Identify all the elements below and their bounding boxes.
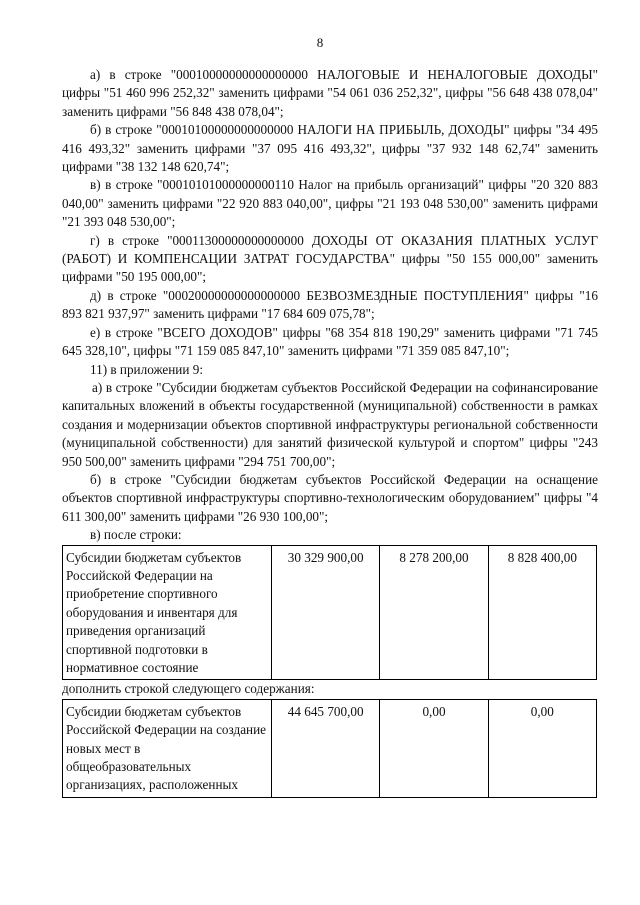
table-cell-value-1: 44 645 700,00 [272, 699, 380, 797]
table-row [63, 545, 597, 680]
table-cell-name: Субсидии бюджетам субъектов Российской Федерации на создание новых мест в общеобразовательных организациях, расположенных [63, 699, 272, 797]
table-row [63, 699, 597, 797]
table-existing-row [62, 545, 597, 681]
paragraph-d: д) в строке "00020000000000000000 БЕЗВОЗМЕЗДНЫЕ ПОСТУПЛЕНИЯ" цифры "16 893 821 937,97" заменить цифрами "17 684 609 075,78"; [62, 287, 598, 322]
table-cell-value-2: 8 278 200,00 [380, 545, 488, 680]
paragraph-11-v: в) после строки: [90, 527, 182, 543]
paragraph-g: г) в строке "00011300000000000000 ДОХОДЫ ОТ ОКАЗАНИЯ ПЛАТНЫХ УСЛУГ (РАБОТ) И КОМПЕНСАЦИИ ЗАТРАТ ГОСУДАРСТВА" цифры "50 155 000,00" заменить цифрами "50 195 000,00"; [62, 232, 598, 285]
table-cell-value-3: 8 828 400,00 [488, 545, 596, 680]
paragraph-11-a: а) в строке "Субсидии бюджетам субъектов Российской Федерации на софинансирование капитальных вложений в объекты государственной (муниципальной) собственности в рамках создания и модернизации объектов спортивной инфраструктуры региональной собственности (муниципальной собственности) для занятий физической культурой и спортом" цифры "243 950 500,00" заменить цифрами "294 751 700,00"; [62, 379, 598, 469]
paragraph-e: е) в строке "ВСЕГО ДОХОДОВ" цифры "68 354 818 190,29" заменить цифрами "71 745 645 328,10", цифры "71 159 085 847,10" заменить цифрами "71 359 085 847,10"; [62, 324, 598, 359]
paragraph-11-b: б) в строке "Субсидии бюджетам субъектов Российской Федерации на оснащение объектов спортивной инфраструктуры спортивно-технологическим оборудованием" цифры "4 611 300,00" заменить цифрами "26 930 100,00"; [62, 471, 598, 524]
paragraph-v: в) в строке "00010101000000000110 Налог на прибыль организаций" цифры "20 320 883 040,00" заменить цифрами "22 920 883 040,00", цифры "21 193 048 530,00" заменить цифрами "21 393 048 530,00"; [62, 177, 598, 230]
page-number: 8 [316, 35, 324, 50]
table-cell-value-3: 0,00 [488, 699, 596, 797]
table-cell-value-2: 0,00 [380, 699, 488, 797]
paragraph-a: а) в строке "00010000000000000000 НАЛОГОВЫЕ И НЕНАЛОГОВЫЕ ДОХОДЫ" цифры "51 460 996 252,32" заменить цифрами "54 061 036 252,32", цифры "56 648 438 078,04" заменить цифрами "56 848 438 078,04"; [62, 67, 598, 119]
document-body [62, 66, 598, 798]
insert-note: дополнить строкой следующего содержания: [62, 681, 315, 697]
table-cell-name: Субсидии бюджетам субъектов Российской Федерации на приобретение спортивного оборудования и инвентаря для приведения организаций спортивной подготовки в нормативное состояние [63, 545, 272, 680]
table-cell-value-1: 30 329 900,00 [272, 545, 380, 680]
paragraph-b: б) в строке "00010100000000000000 НАЛОГИ НА ПРИБЫЛЬ, ДОХОДЫ" цифры "34 495 416 493,32" заменить цифрами "37 095 416 493,32", цифры "37 932 148 62,74" заменить цифрами "38 132 148 620,74"; [62, 122, 598, 175]
table-new-row [62, 699, 597, 798]
paragraph-item-11: 11) в приложении 9: [90, 361, 203, 377]
